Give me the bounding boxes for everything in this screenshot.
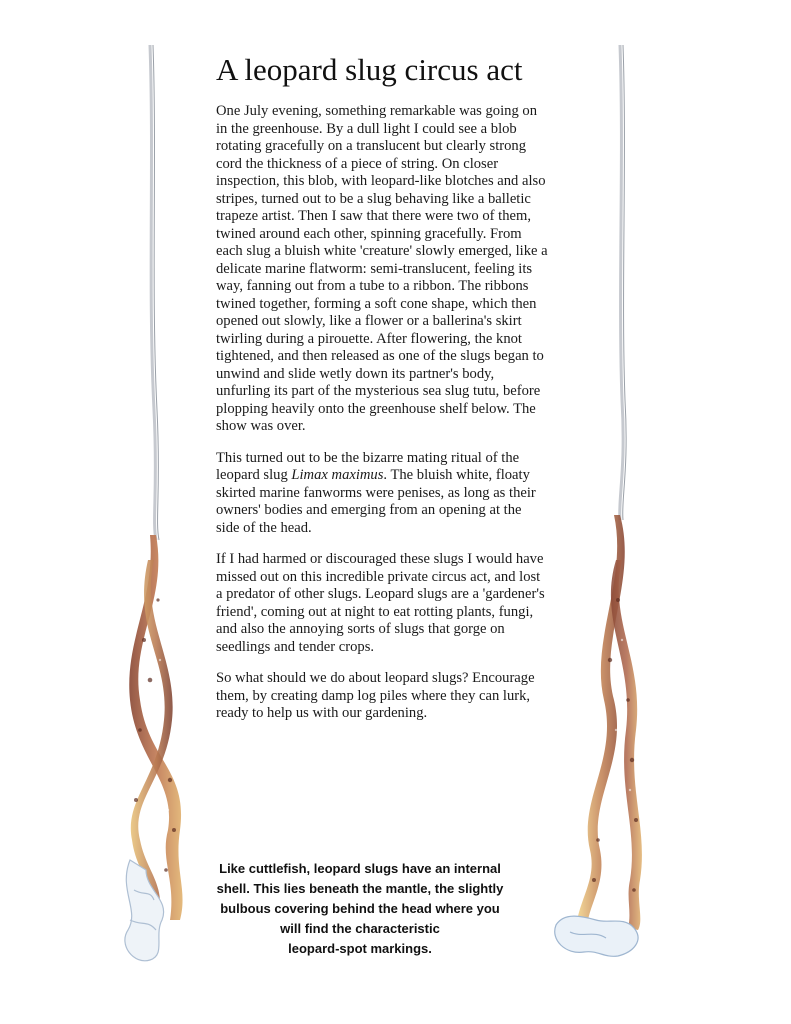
- caption-line: shell. This lies beneath the mantle, the slightly: [216, 881, 504, 896]
- article-title: A leopard slug circus act: [216, 52, 523, 87]
- caption-line: bulbous covering behind the head where you: [220, 901, 500, 916]
- paragraph-2-start: This turned out to be the bizarre mating ritual of the leopard slug: [216, 449, 520, 483]
- slug-bodies: [578, 515, 642, 930]
- slug-bodies: [129, 535, 182, 920]
- mucus-cord: [150, 45, 159, 540]
- article-body: [216, 103, 548, 737]
- caption-line: Like cuttlefish, leopard slugs have an internal: [219, 861, 501, 876]
- left-slug-illustration: [110, 40, 220, 980]
- paragraph-2-end: . The bluish white, floaty skirted marine fanworms were penises, as long as their owners' bodies and emerging from an opening at the side of the head.: [216, 467, 536, 536]
- paragraph-3: If I had harmed or discouraged these slugs I would have missed out on this incredible private circus act, and lost a predator of other slugs. Leopard slugs are a 'gardener's friend', coming out at night to eat rotting plants, fungi, and also the annoying sorts of slugs that gorge on seedlings and tender crops.: [216, 551, 545, 655]
- caption: [205, 859, 515, 959]
- right-slug-illustration: [548, 40, 678, 980]
- caption-line: will find the characteristic: [280, 921, 440, 936]
- paragraph-1: One July evening, something remarkable was going on in the greenhouse. By a dull light I could see a blob rotating gracefully on a translucent but clearly strong cord the thickness of a piece of string. On closer inspection, this blob, with leopard-like blotches and also stripes, turned out to be a slug behaving like a balletic trapeze artist. Then I saw that there were two of them, twined around each other, spinning gracefully. From each slug a bluish white 'creature' slowly emerged, like a delicate marine flatworm: semi-translucent, feeling its way, fanning out from a tube to a ribbon. The ribbons twined together, forming a soft cone shape, which then opened out slowly, like a flower or a ballerina's skirt twirling during a pirouette. After flowering, the knot tightened, and then released as one of the slugs began to unwind and slide wetly down its partner's body, unfurling its part of the mysterious sea slug tutu, before plopping heavily onto the greenhouse shelf below. The show was over.: [216, 103, 548, 434]
- mucus-cord: [620, 45, 626, 520]
- paragraph-4: So what should we do about leopard slugs? Encourage them, by creating damp log piles where they can lurk, ready to help us with our gardening.: [216, 670, 535, 721]
- fanworm: [125, 860, 164, 961]
- caption-line: leopard-spot markings.: [288, 941, 432, 956]
- fanworm: [555, 916, 638, 956]
- species-name: Limax maximus: [291, 467, 384, 483]
- paragraph-2: [216, 450, 548, 538]
